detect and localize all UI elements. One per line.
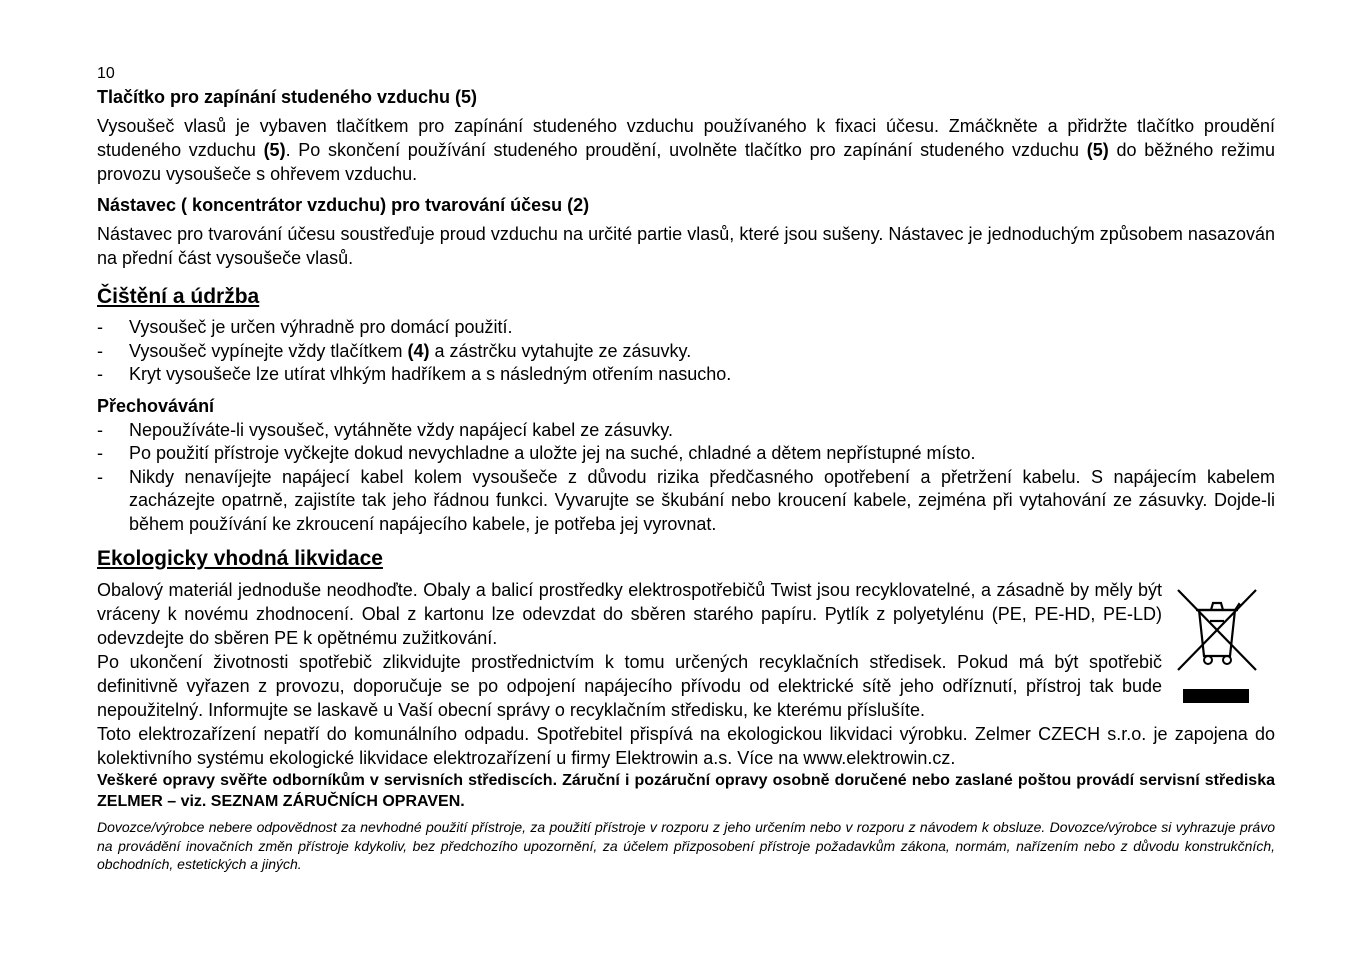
cold-air-text [97, 114, 1275, 186]
cold-air-heading: Tlačítko pro zapínání studeného vzduchu (5) [97, 87, 478, 107]
list-item-text: Vysoušeč vypínejte vždy tlačítkem [129, 340, 408, 361]
list-item-text: Vysoušeč je určen výhradně pro domácí použití. [129, 317, 513, 337]
storage-heading: Přechovávání [97, 395, 215, 416]
cleaning-list [97, 316, 1275, 387]
list-item: - Po použití přístroje vyčkejte dokud nevychladne a uložte jej na suché, chladné a dětem nepřístupné místo. [97, 443, 976, 463]
cold-air-ref: (5) [263, 140, 286, 160]
crossed-out-wheelie-bin-icon [1177, 588, 1257, 716]
button-ref: (4) [407, 340, 430, 361]
list-item-text: Kryt vysoušeče lze utírat vlhkým hadříkem a s následným otřením nasucho. [129, 364, 732, 384]
cold-air-text-part: Vysoušeč vlasů je vybaven tlačítkem pro zapínání studeného vzduchu používaného k fixaci účesu. Zmáčkněte a přidržte tlačítko proudění studeného vzduchu [97, 116, 1275, 160]
list-item-text: a zástrčku vytahujte ze zásuvky. [429, 340, 692, 361]
nozzle-heading: Nástavec ( koncentrátor vzduchu) pro tvarování účesu (2) [97, 195, 590, 215]
manual-page [97, 64, 1275, 874]
cold-air-text-part: do běžného režimu provozu vysoušeče s ohřevem vzduchu. [97, 140, 1275, 184]
disposal-section [97, 578, 1275, 722]
cold-air-ref: (5) [1086, 140, 1109, 160]
disclaimer: Dovozce/výrobce nebere odpovědnost za nevhodné použití přístroje, za použití přístroje v rozporu z jeho určením nebo v rozporu z návodem k obsluze. Dovozce/výrobce si vyhrazuje právo na provádění inovačních změn přístroje kdykoliv, bez předchozího upozornění, za účelem přizposobení přístroje požadavkům zákona, normám, nařízením nebo z důvodu konstrukčních, obchodních, estetických a jiných. [97, 819, 1275, 872]
disposal-electro-text: Toto elektrozařízení nepatří do komunálního odpadu. Spotřebitel přispívá na ekologickou likvidaci výrobku. Zelmer CZECH s.r.o. je zapojena do kolektivního systému ekologické likvidace elektrozařízení u firmy Elektrowin a.s. Více na www.elektrowin.cz. [97, 724, 1275, 768]
service-note: Veškeré opravy svěřte odborníkům v servisních střediscích. Záruční i pozáruční opravy osobně doručené nebo zaslané poštou provádí servisní střediska ZELMER – viz. SEZNAM ZÁRUČNÍCH OPRAVEN. [97, 772, 1275, 810]
list-item: - Kryt vysoušeče lze utírat vlhkým hadříkem a s následným otřením nasucho. [97, 364, 732, 384]
cold-air-text-part: . Po skončení používání studeného proudění, uvolněte tlačítko pro zapínání studeného vzduchu [285, 140, 1087, 160]
nozzle-text: Nástavec pro tvarování účesu soustřeďuje proud vzduchu na určité partie vlasů, které jsou sušeny. Nástavec je jednoduchým způsobem nasazován na přední část vysoušeče vlasů. [97, 224, 1275, 268]
list-item: - Vysoušeč vypínejte vždy tlačítkem (4) a zástrčku vytahujte ze zásuvky. [97, 340, 692, 361]
disposal-device-text: Po ukončení životnosti spotřebič zlikvidujte prostřednictvím k tomu určených recyklačních středisek. Pokud má být spotřebič definitivně vyřazen z provozu, doporučuje se po odpojení napájecího přívodu od elektrické sítě jeho odříznutí, přístroj tak bude nepoužitelný. Informujte se laskavě u Vaší obecní správy o recyklačním středisku, ke kterému příslušíte. [97, 652, 1162, 720]
list-item: - Nikdy nenavíjejte napájecí kabel kolem vysoušeče z důvodu rizika předčasného opotřebení a přetržení kabelu. S napájecím kabelem zacházejte opatrně, zajistíte tak jeho řádnou funkci. Vyvarujte se škubání nebo kroucení kabele, zejména při vytahování ze zásuvky. Dojde-li během používání ke zkroucení napájecího kabele, je potřeba jej vyrovnat. [97, 466, 1275, 534]
disposal-packaging-text: Obalový materiál jednoduše neodhoďte. Obaly a balicí prostředky elektrospotřebičů Twist jsou recyklovatelné, a zásadně by měly být vráceny k novému zhodnocení. Obal z kartonu lze odevzdat do sběren starého papíru. Pytlík z polyetylénu (PE, PE-HD, PE-LD) odevzdejte do sběren PE k opětnému zužitkování. [97, 580, 1162, 648]
disposal-heading: Ekologicky vhodná likvidace [97, 547, 383, 570]
storage-list [97, 419, 1275, 537]
list-item-text: Nepoužíváte-li vysoušeč, vytáhněte vždy napájecí kabel ze zásuvky. [129, 419, 673, 440]
cleaning-heading: Čištění a údržba [97, 285, 260, 308]
list-item: - Nepoužíváte-li vysoušeč, vytáhněte vždy napájecí kabel ze zásuvky. [97, 419, 673, 440]
page-number: 10 [97, 65, 115, 82]
list-item-text: Po použití přístroje vyčkejte dokud nevychladne a uložte jej na suché, chladné a dětem nepřístupné místo. [129, 443, 976, 463]
list-item: - Vysoušeč je určen výhradně pro domácí použití. [97, 317, 513, 337]
list-item-text: Nikdy nenavíjejte napájecí kabel kolem vysoušeče z důvodu rizika předčasného opotřebení a přetržení kabelu. S napájecím kabelem zacházejte opatrně, zajistíte tak jeho řádnou funkci. Vyvarujte se škubání nebo kroucení kabele, zejména při vytahování ze zásuvky. Dojde-li během používání ke zkroucení napájecího kabele, je potřeba jej vyrovnat. [129, 466, 1275, 534]
